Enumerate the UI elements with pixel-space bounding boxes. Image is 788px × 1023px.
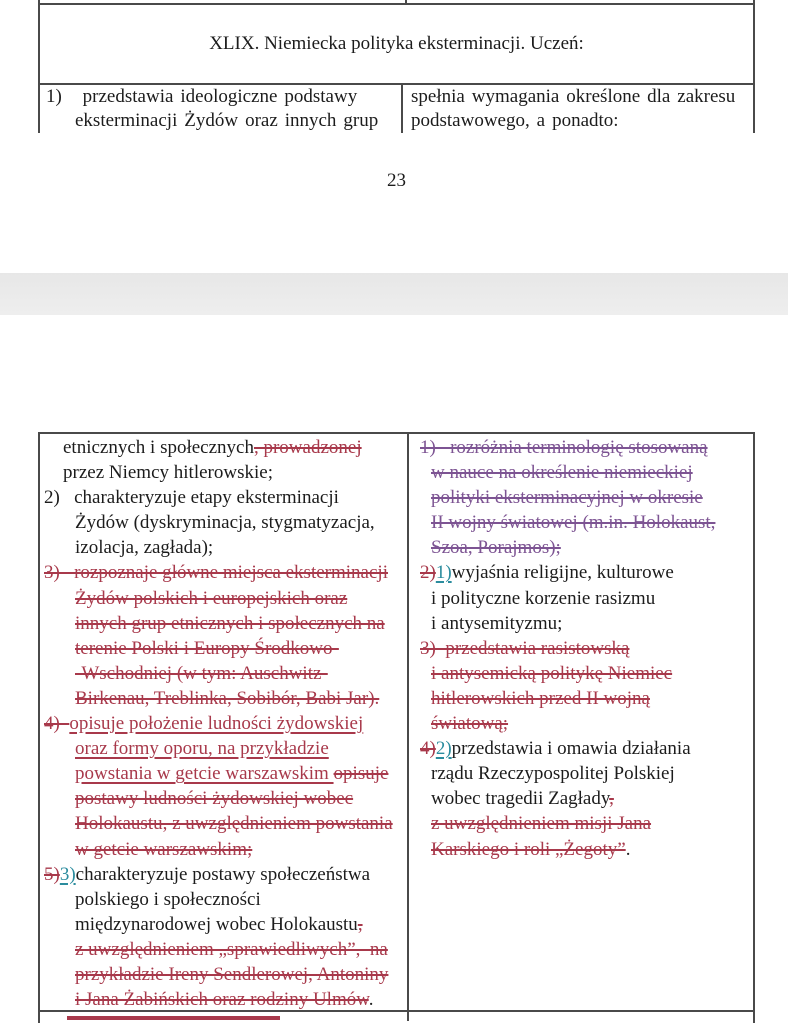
deleted-text: 5) bbox=[44, 863, 60, 885]
text-line bbox=[40, 435, 407, 460]
body-text: 2) charakteryzuje etapy eksterminacji bbox=[44, 487, 339, 509]
body-text: Żydów (dyskryminacja, stygmatyzacja, bbox=[75, 512, 375, 534]
body-text: wyjaśnia religijne, kulturowe bbox=[451, 562, 674, 584]
deleted-text: , prowadzonej bbox=[253, 437, 362, 458]
deleted-text: , bbox=[609, 788, 614, 810]
text-line bbox=[409, 837, 753, 862]
deleted-text: z uwzględnieniem misji Jana bbox=[431, 813, 652, 835]
table-row bbox=[40, 85, 753, 133]
body-text: przez Niemcy hitlerowskie; bbox=[63, 462, 273, 484]
text-line bbox=[40, 962, 407, 987]
body-text: izolacja, zagłada); bbox=[75, 537, 214, 559]
body-text: i antysemityzmu; bbox=[431, 612, 563, 634]
column-divider bbox=[405, 0, 407, 3]
text-line bbox=[40, 761, 407, 786]
deleted-text: innych grup etnicznych i społecznych na bbox=[75, 612, 385, 634]
deleted-text: 4) bbox=[44, 713, 70, 735]
body-text: etnicznych i społecznych bbox=[63, 437, 254, 458]
text-line bbox=[40, 560, 407, 585]
text-line bbox=[409, 636, 753, 661]
text-line bbox=[40, 912, 407, 937]
renumbered-text: 2) bbox=[435, 738, 452, 760]
text-line bbox=[409, 661, 753, 686]
text-line bbox=[46, 109, 401, 133]
deleted-text: i Jana Żabińskich oraz rodziny Ulmów bbox=[75, 989, 369, 1010]
deleted-text-purple: 1) rozróżnia terminologię stosowaną bbox=[420, 437, 708, 458]
deleted-text: Holokaustu, z uwzględnieniem powstania bbox=[75, 813, 393, 835]
text-line bbox=[409, 761, 753, 786]
body-text: eksterminacji Żydów oraz innych grup bbox=[75, 110, 379, 131]
text-line bbox=[40, 636, 407, 661]
deleted-text: terenie Polski i Europy Środkowo- bbox=[75, 637, 339, 659]
text-line bbox=[409, 811, 753, 836]
text-line bbox=[409, 435, 753, 460]
body-text: . bbox=[625, 838, 631, 860]
table-section-header: XLIX. Niemiecka polityka eksterminacji. Uczeń: bbox=[40, 5, 753, 85]
body-text: charakteryzuje postawy społeczeństwa bbox=[75, 863, 371, 885]
deleted-text: 4) bbox=[420, 738, 436, 760]
body-text: rządu Rzeczypospolitej Polskiej bbox=[431, 763, 675, 785]
table-cell-basic-scope bbox=[40, 434, 409, 1010]
text-line bbox=[40, 586, 407, 611]
inserted-text: powstania w getcie warszawskim bbox=[75, 763, 334, 785]
text-line bbox=[40, 862, 407, 887]
requirements-table-top bbox=[38, 0, 755, 133]
table-cell-extended-scope bbox=[403, 85, 753, 133]
inserted-text: oraz formy oporu, na przykładzie bbox=[75, 738, 329, 760]
page-separator-band bbox=[0, 273, 788, 315]
body-text: przedstawia i omawia działania bbox=[451, 738, 691, 760]
text-line bbox=[411, 109, 753, 133]
deleted-text: -Wschodniej (w tym: Auschwitz- bbox=[75, 662, 328, 684]
deleted-text: Birkenau, Treblinka, Sobibór, Babi Jar). bbox=[75, 687, 380, 709]
text-line bbox=[409, 611, 753, 636]
text-line bbox=[409, 736, 753, 761]
table-cell-basic-scope bbox=[40, 85, 403, 133]
deleted-text-purple: Szoa, Porajmos); bbox=[431, 537, 561, 559]
deleted-text: hitlerowskich przed II wojną bbox=[431, 687, 650, 709]
deleted-text: w getcie warszawskim; bbox=[75, 838, 253, 860]
deleted-text-purple: w nauce na określenie niemieckiej bbox=[431, 462, 693, 484]
text-line bbox=[40, 711, 407, 736]
body-text: 1) przedstawia ideologiczne podstawy bbox=[46, 86, 358, 107]
deleted-text-purple: II wojny światowej (m.in. Holokaust, bbox=[431, 512, 716, 534]
text-line bbox=[409, 535, 753, 560]
text-line bbox=[409, 560, 753, 585]
text-line bbox=[409, 510, 753, 535]
text-line bbox=[411, 85, 753, 109]
text-line bbox=[40, 661, 407, 686]
deleted-text: z uwzględnieniem „sprawiedliwych”, na bbox=[75, 938, 388, 960]
text-line bbox=[409, 686, 753, 711]
deleted-text: 3) rozpoznaje główne miejsca eksterminacji bbox=[44, 562, 388, 584]
page-number: 23 bbox=[387, 170, 406, 191]
text-line bbox=[40, 987, 407, 1010]
text-line bbox=[40, 611, 407, 636]
deleted-text-purple: polityki eksterminacyjnej w okresie bbox=[431, 487, 703, 509]
body-text: i polityczne korzenie rasizmu bbox=[431, 587, 656, 609]
text-line bbox=[40, 837, 407, 862]
previous-row-sliver bbox=[40, 0, 753, 5]
text-line bbox=[40, 535, 407, 560]
deleted-text: , bbox=[357, 913, 363, 935]
clipped-row-text bbox=[67, 1016, 280, 1020]
text-line bbox=[40, 736, 407, 761]
text-line bbox=[40, 510, 407, 535]
deleted-text: Karskiego i roli „Żegoty” bbox=[431, 838, 626, 860]
body-text: wobec tragedii Zagłady bbox=[431, 788, 610, 810]
deleted-text: postawy ludności żydowskiej wobec bbox=[75, 788, 354, 810]
body-text: podstawowego, a ponadto: bbox=[411, 110, 619, 131]
body-text: polskiego i społeczności bbox=[75, 888, 261, 910]
body-text: międzynarodowej wobec Holokaustu bbox=[75, 913, 358, 935]
deleted-text: opisuje bbox=[333, 763, 389, 785]
deleted-text: światową; bbox=[431, 713, 509, 735]
deleted-text: przykładzie Ireny Sendlerowej, Antoniny bbox=[75, 963, 389, 985]
requirements-table-bottom bbox=[38, 432, 755, 1023]
table-row bbox=[40, 434, 753, 1012]
next-row-sliver bbox=[40, 1012, 753, 1021]
text-line bbox=[40, 786, 407, 811]
text-line bbox=[40, 937, 407, 962]
text-line bbox=[40, 887, 407, 912]
table-cell-extended-scope bbox=[409, 434, 753, 1010]
column-divider bbox=[407, 1012, 409, 1021]
deleted-text: Żydów polskich i europejskich oraz bbox=[75, 587, 348, 609]
text-line bbox=[40, 485, 407, 510]
inserted-text: opisuje położenie ludności żydowskiej bbox=[69, 713, 364, 735]
body-text: . bbox=[368, 989, 374, 1010]
deleted-text: 2) bbox=[420, 562, 436, 584]
body-text: spełnia wymagania określone dla zakresu bbox=[411, 86, 736, 107]
deleted-text: i antysemicką politykę Niemiec bbox=[431, 662, 673, 684]
text-line bbox=[409, 460, 753, 485]
text-line bbox=[40, 811, 407, 836]
renumbered-text: 1) bbox=[435, 562, 452, 584]
text-line bbox=[40, 686, 407, 711]
renumbered-text: 3) bbox=[59, 863, 76, 885]
text-line bbox=[409, 586, 753, 611]
text-line bbox=[409, 485, 753, 510]
text-line bbox=[40, 460, 407, 485]
deleted-text: 3) przedstawia rasistowską bbox=[420, 637, 630, 659]
text-line bbox=[409, 711, 753, 736]
text-line bbox=[409, 786, 753, 811]
text-line bbox=[46, 85, 401, 109]
